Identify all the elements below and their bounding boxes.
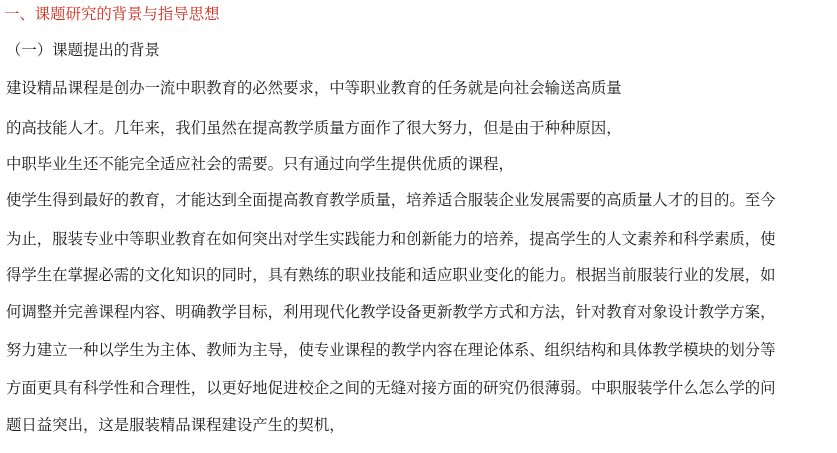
- paragraph-line: 的高技能人才。几年来，我们虽然在提高教学质量方面作了很大努力，但是由于种种原因，: [6, 119, 622, 137]
- paragraph-line: 努力建立一种以学生为主体、教师为主导，使专业课程的教学内容在理论体系、组织结构和具体教学模块的划分等: [6, 341, 776, 359]
- paragraph-line: 何调整并完善课程内容、明确教学目标，利用现代化教学设备更新教学方式和方法，针对教育对象设计教学方案，: [6, 303, 776, 321]
- paragraph-line: 题日益突出，这是服装精品课程建设产生的契机，: [6, 416, 345, 434]
- paragraph-line: 方面更具有科学性和合理性，以更好地促进校企之间的无缝对接方面的研究仍很薄弱。中职服装学什么怎么学的问: [6, 379, 776, 397]
- paragraph-line: 建设精品课程是创办一流中职教育的必然要求，中等职业教育的任务就是向社会输送高质量: [6, 79, 622, 97]
- paragraph-line: 中职毕业生还不能完全适应社会的需要。只有通过向学生提供优质的课程，: [6, 155, 514, 173]
- paragraph-line: 使学生得到最好的教育，才能达到全面提高教育教学质量，培养适合服装企业发展需要的高质量人才的目的。至今: [6, 191, 776, 209]
- paragraph-line: 得学生在掌握必需的文化知识的同时，具有熟练的职业技能和适应职业变化的能力。根据当前服装行业的发展，如: [6, 266, 776, 284]
- section-heading: 一、课题研究的背景与指导思想: [4, 5, 220, 23]
- paragraph-line: 为止，服装专业中等职业教育在如何突出对学生实践能力和创新能力的培养，提高学生的人文素养和科学素质，使: [6, 230, 776, 248]
- subsection-heading: （一）课题提出的背景: [6, 41, 160, 59]
